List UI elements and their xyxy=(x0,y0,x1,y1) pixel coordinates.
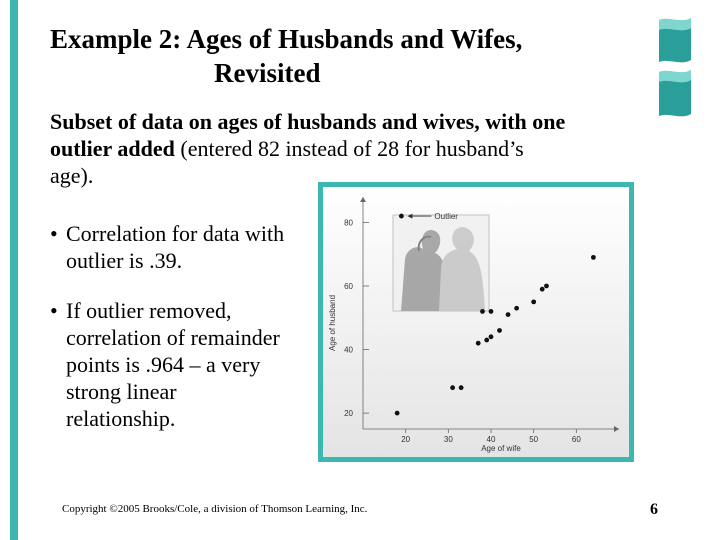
outlier-annotation: Outlier xyxy=(434,212,458,222)
copyright-notice: Copyright ©2005 Brooks/Cole, a division of Thomson Learning, Inc. xyxy=(62,503,368,515)
ribbon-decoration-icon xyxy=(655,14,695,120)
y-axis-label: Age of husband xyxy=(328,294,337,352)
x-axis-label: Age of wife xyxy=(481,444,521,453)
data-point xyxy=(497,328,502,333)
bullet-correlation-with-outlier xyxy=(50,220,290,274)
x-tick-label: 30 xyxy=(443,435,453,444)
data-point xyxy=(450,385,455,390)
data-point xyxy=(531,299,536,304)
data-point xyxy=(395,411,400,416)
title-line-2: Revisited xyxy=(214,58,321,88)
data-point xyxy=(506,312,511,317)
slide-title xyxy=(50,22,522,90)
subset-description xyxy=(50,108,570,189)
x-tick-label: 60 xyxy=(571,435,581,444)
scatter-chart-frame xyxy=(318,182,634,462)
y-tick-label: 20 xyxy=(344,409,353,419)
y-tick-label: 60 xyxy=(344,281,353,291)
x-tick-label: 40 xyxy=(486,435,496,444)
bullet-outlier-removed xyxy=(50,297,290,432)
bullet-marker: • xyxy=(50,298,58,323)
x-tick-label: 20 xyxy=(401,435,411,444)
data-point xyxy=(476,341,481,346)
data-point xyxy=(399,214,404,219)
couple-illustration xyxy=(393,215,489,311)
y-tick-label: 40 xyxy=(344,345,353,355)
page-number: 6 xyxy=(650,501,658,518)
data-point xyxy=(459,385,464,390)
bullet-text: Correlation for data with outlier is .39. xyxy=(66,221,285,273)
data-point xyxy=(489,309,494,314)
data-point xyxy=(514,306,519,311)
bullet-marker: • xyxy=(50,221,58,246)
y-tick-label: 80 xyxy=(344,218,353,228)
title-line-1: Example 2: Ages of Husbands and Wifes, xyxy=(50,24,523,54)
subset-description-normal: (entered 82 instead of 28 for husband’s age). xyxy=(50,136,524,188)
accent-bar xyxy=(10,0,18,540)
x-tick-label: 50 xyxy=(529,435,539,444)
bullet-text: If outlier removed, correlation of remainder points is .964 – a very strong linear relationship. xyxy=(66,298,280,431)
data-point xyxy=(480,309,485,314)
scatter-chart xyxy=(323,187,629,457)
data-point xyxy=(540,287,545,292)
subset-description-bold: Subset of data on ages of husbands and wives, with one outlier added xyxy=(50,109,566,161)
data-point xyxy=(484,338,489,343)
data-point xyxy=(489,334,494,339)
data-point xyxy=(591,255,596,260)
data-point xyxy=(544,284,549,289)
